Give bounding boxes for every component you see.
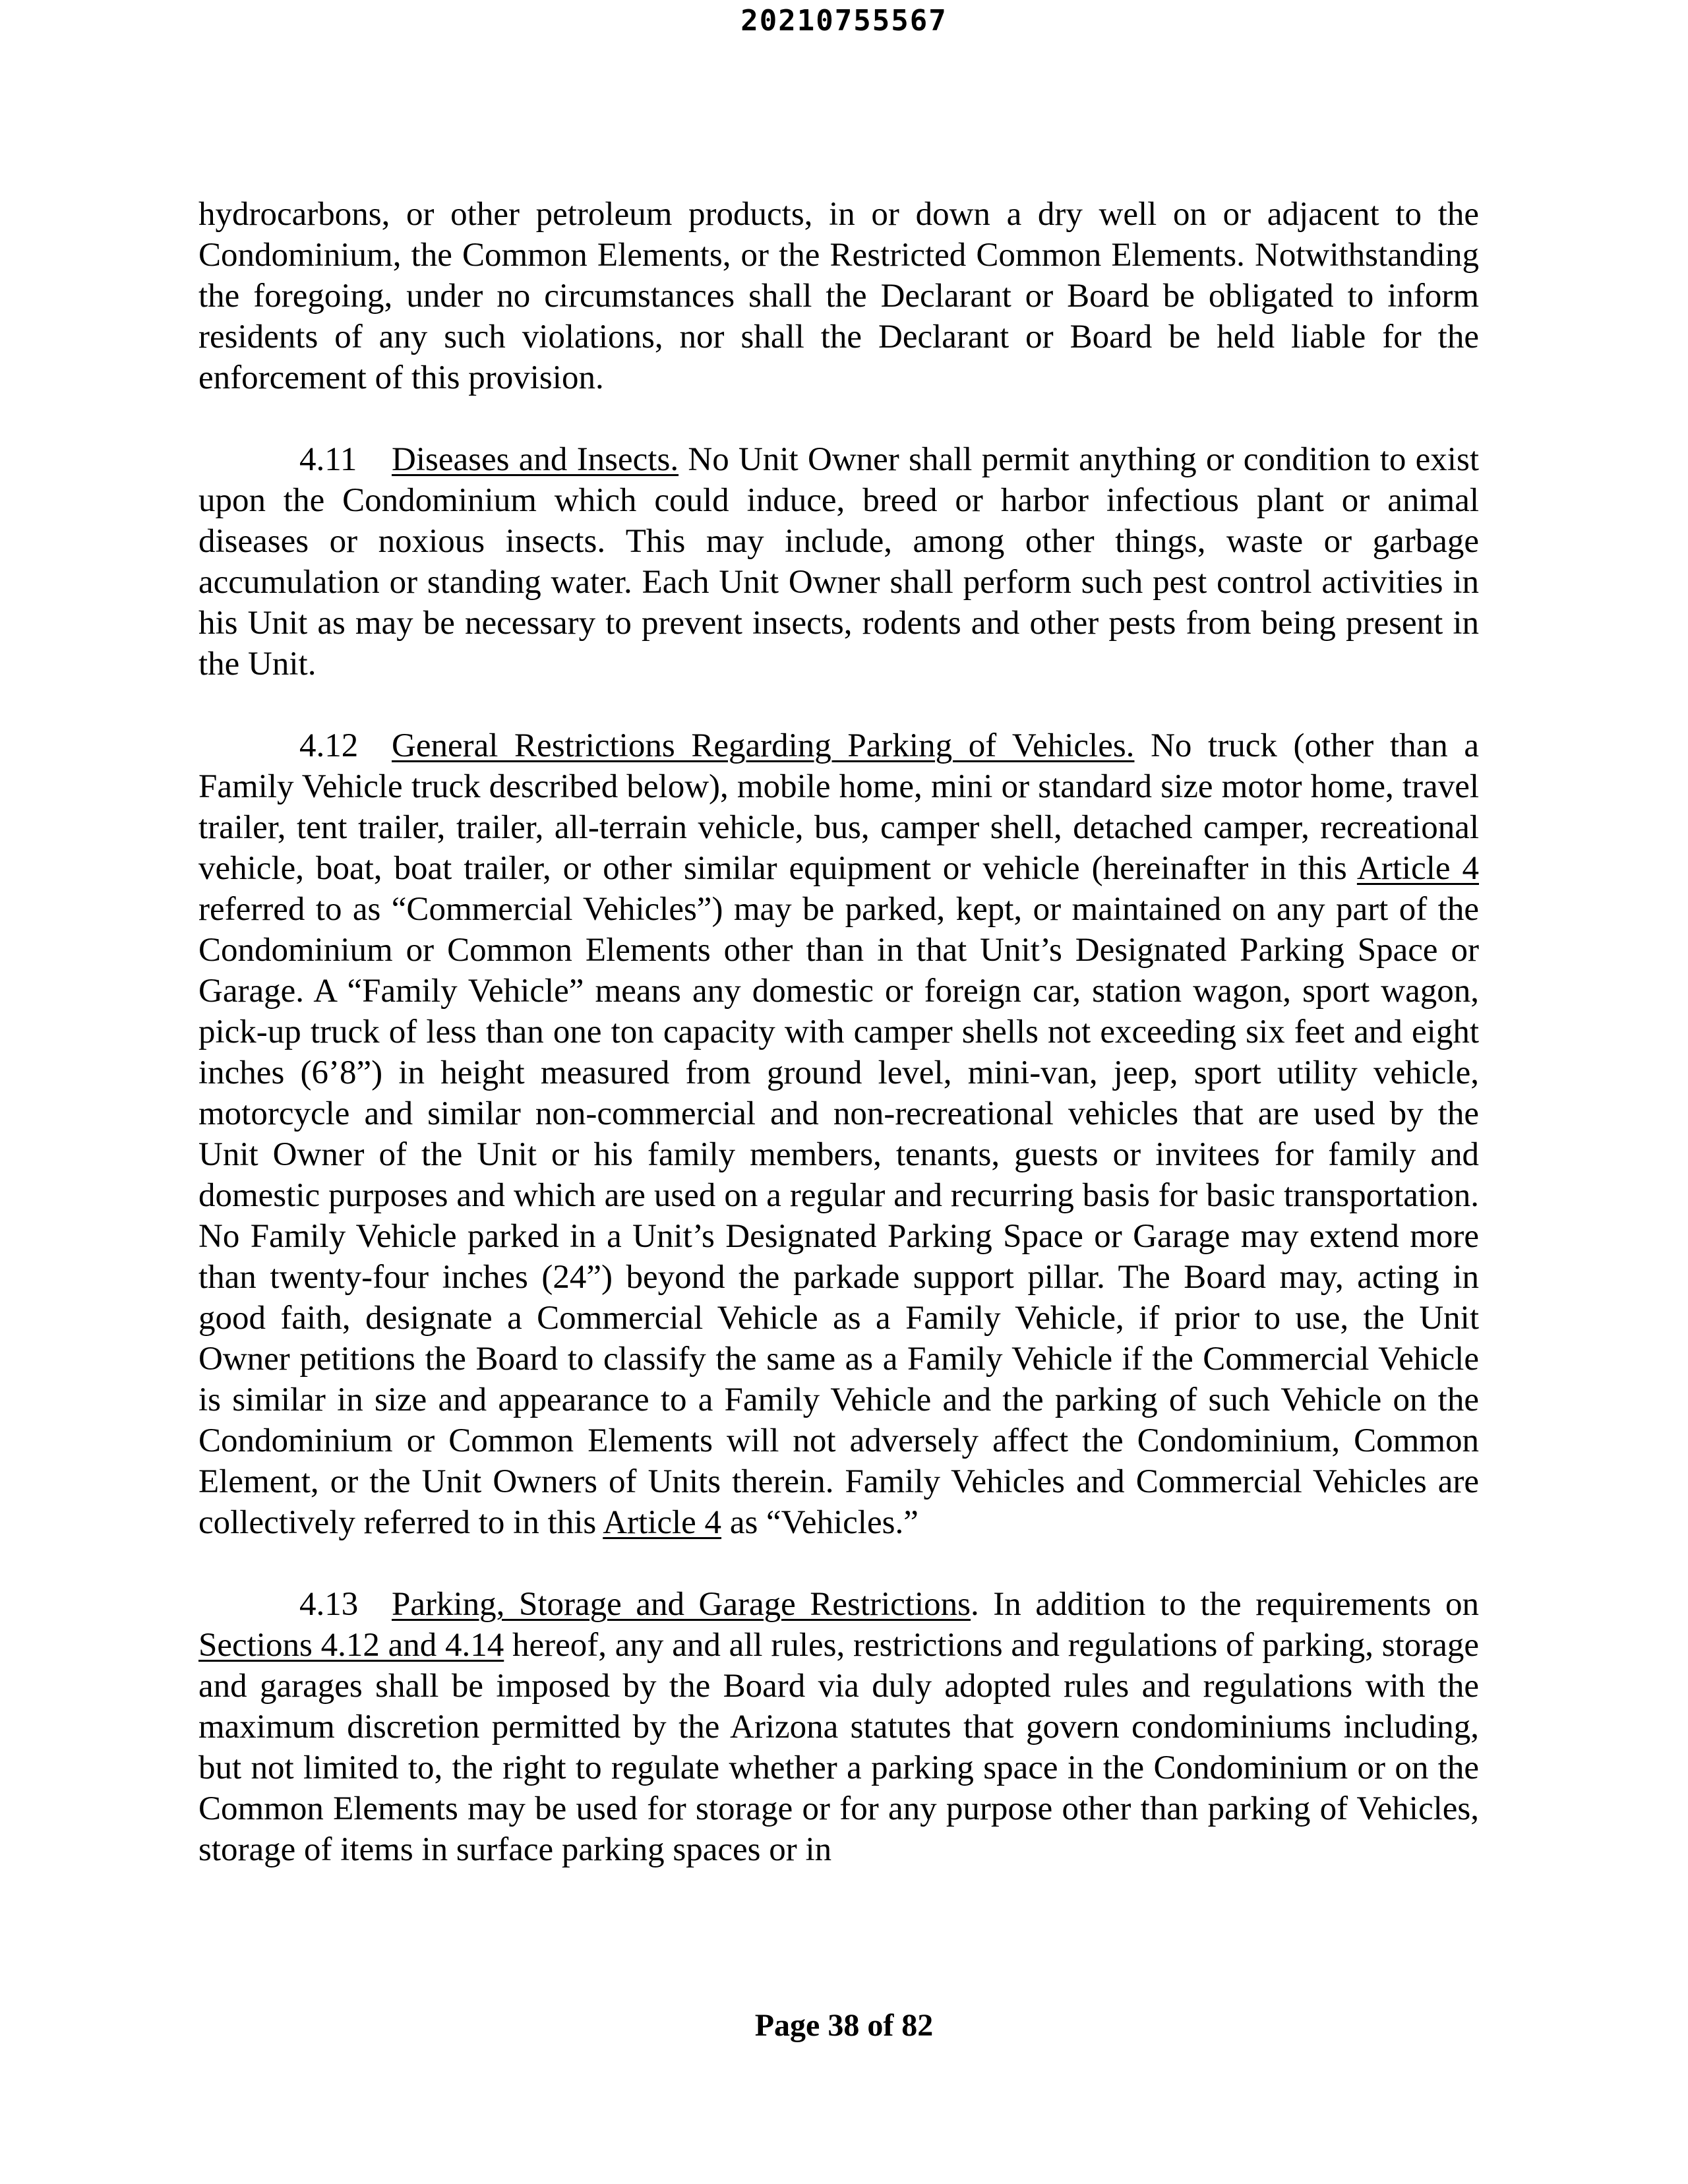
section-4-11 [198,439,1479,684]
paragraph-continuation [198,194,1479,398]
section-heading: General Restrictions Regarding Parking of Vehicles. [392,727,1135,764]
section-4-12 [198,725,1479,1543]
page-number: Page 38 of 82 [754,2008,934,2043]
section-text: hereof, any and all rules, restrictions and regulations of parking, storage and garages shall be imposed by the Board via duly adopted rules and regulations with the maximum discretion permitted by the Arizona statutes that govern condominiums including, but not limited to, the right to regulate whether a parking space in the Condominium or on the Common Elements may be used for storage or for any purpose other than parking of Vehicles, storage of items in surface parking spaces or in [198,1627,1479,1868]
section-number: 4.12 [299,727,359,764]
section-heading: Parking, Storage and Garage Restrictions [392,1586,971,1623]
section-text: . In addition to the requirements on [970,1586,1479,1623]
sections-reference: Sections 4.12 and 4.14 [198,1627,504,1664]
paragraph-text: hydrocarbons, or other petroleum products, in or down a dry well on or adjacent to the Condominium, the Common Elements, or the Restricted Common Elements. Notwithstanding the foregoing, under no circumstances shall the Declarant or Board be obligated to inform residents of any such violations, nor shall the Declarant or Board be held liable for the enforcement of this provision. [198,196,1479,396]
section-text: as “Vehicles.” [721,1504,919,1541]
section-number: 4.11 [299,441,357,478]
article-reference: Article 4 [1356,850,1479,887]
section-text: No Unit Owner shall permit anything or condition to exist upon the Condominium which could induce, breed or harbor infectious plant or animal diseases or noxious insects. This may include, among other things, waste or garbage accumulation or standing water. Each Unit Owner shall perform such pest control activities in his Unit as may be necessary to prevent insects, rodents and other pests from being present in the Unit. [198,441,1479,682]
section-text: No truck (other than a Family Vehicle truck described below), mobile home, mini or standard size motor home, travel trailer, tent trailer, trailer, all-terrain vehicle, bus, camper shell, detached camper, recreational vehicle, boat, boat trailer, or other similar equipment or vehicle (hereinafter in this [198,727,1479,887]
section-4-13 [198,1584,1479,1870]
section-number: 4.13 [299,1586,359,1623]
document-number: 20210755567 [740,4,948,38]
section-text: referred to as “Commercial Vehicles”) may be parked, kept, or maintained on any part of the Condominium or Common Elements other than in that Unit’s Designated Parking Space or Garage. A “Family Vehicle” means any domestic or foreign car, station wagon, sport wagon, pick-up truck of less than one ton capacity with camper shells not exceeding six feet and eight inches (6’8”) in height measured from ground level, mini-van, jeep, sport utility vehicle, motorcycle and similar non-commercial and non-recreational vehicles that are used by the Unit Owner of the Unit or his family members, tenants, guests or invitees for family and domestic purposes and which are used on a regular and recurring basis for basic transportation. No Family Vehicle parked in a Unit’s Designated Parking Space or Garage may extend more than twenty-four inches (24”) beyond the parkade support pillar. The Board may, acting in good faith, designate a Commercial Vehicle as a Family Vehicle, if prior to use, the Unit Owner petitions the Board to classify the same as a Family Vehicle if the Commercial Vehicle is similar in size and appearance to a Family Vehicle and the parking of such Vehicle on the Condominium or Common Elements will not adversely affect the Condominium, Common Element, or the Unit Owners of Units therein. Family Vehicles and Commercial Vehicles are collectively referred to in this [198,891,1479,1541]
section-heading: Diseases and Insects. [392,441,679,478]
document-body [198,194,1479,1911]
article-reference: Article 4 [603,1504,722,1541]
